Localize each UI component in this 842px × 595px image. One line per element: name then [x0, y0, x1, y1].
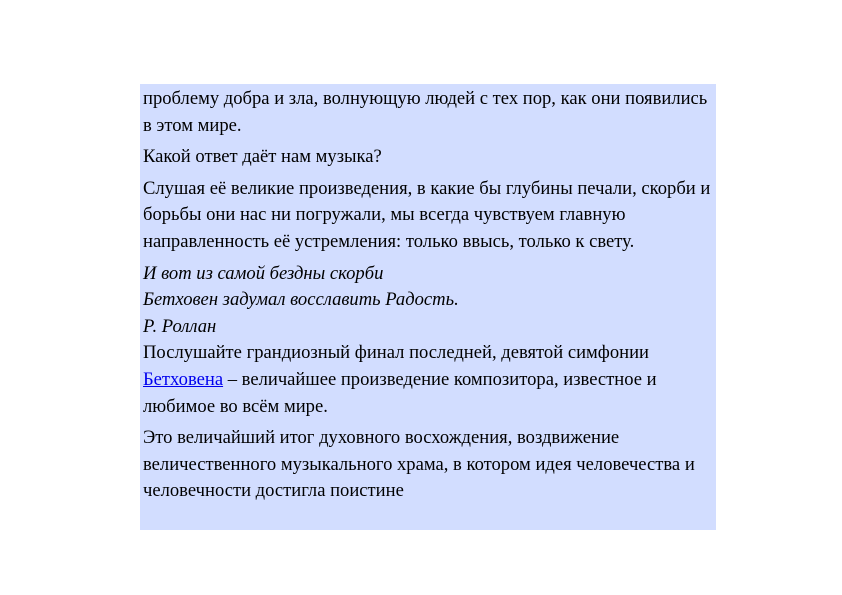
paragraph-3: Слушая её великие произведения, в какие бы глубины печали, скорби и борьбы они нас ни погружали, мы всегда чувствуем главную направленность её устремления: только ввысь, только к свету.: [143, 177, 711, 252]
epigraph-author: Р. Роллан: [143, 315, 217, 337]
paragraph-4: [143, 340, 712, 420]
paragraph-2: Какой ответ даёт нам музыка?: [143, 146, 382, 168]
paragraph-4-text-after: – величайшее произведение композитора, известное и любимое во всём мире.: [143, 368, 657, 417]
paragraph-4-text-before: Послушайте грандиозный финал последней, девятой симфонии: [143, 342, 649, 364]
epigraph-line-2: Бетховен задумал восславить Радость.: [143, 289, 459, 311]
beethoven-link[interactable]: Бетховена: [143, 368, 224, 390]
epigraph: [143, 261, 712, 341]
epigraph-line-1: И вот из самой бездны скорби: [143, 262, 384, 284]
paragraph-5: Это величайший итог духовного восхождения, воздвижение величественного музыкального храма, в котором идея человечества и человечности достигла поистине: [143, 427, 695, 502]
text-block: [140, 84, 716, 530]
paragraph-1: проблему добра и зла, волнующую людей с тех пор, как они появились в этом мире.: [143, 88, 708, 136]
